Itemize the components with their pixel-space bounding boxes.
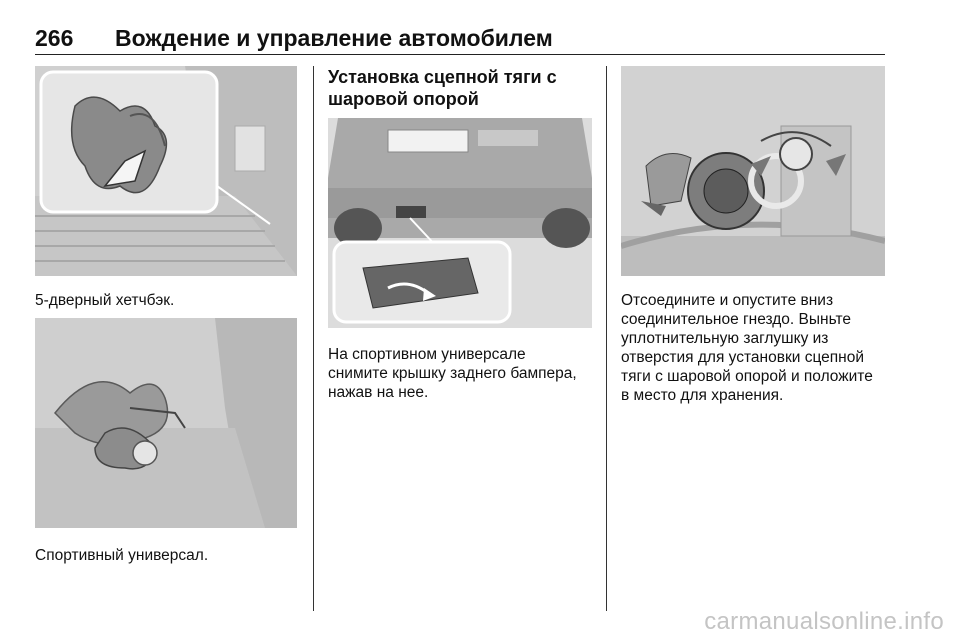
bumper-instruction-text [328,345,598,402]
socket-instruction-line: отверстия для установки сцепной [621,349,865,366]
bumper-instruction-line: снимите крышку заднего бампера, [328,365,577,382]
section-title: Вождение и управление автомобилем [115,25,553,51]
bumper-instruction-line: нажав на нее. [328,384,429,401]
socket-instruction-line: Отсоедините и опустите вниз [621,292,834,309]
section-subheading-line-2: шаровой опорой [328,89,479,109]
watermark: carmanualsonline.info [704,608,944,635]
page-number: 266 [35,25,74,51]
socket-instruction-line: тяги с шаровой опорой и положите [621,368,873,385]
socket-instruction-line: в место для хранения. [621,387,784,404]
sports-tourer-trunk-illustration [35,318,297,528]
column-divider-1 [313,66,314,611]
page-header [35,24,885,52]
hatchback-trunk-illustration [35,66,297,276]
rear-bumper-cover-illustration [328,118,592,328]
tow-socket-illustration [621,66,885,276]
header-rule [35,54,885,55]
figure-1-caption: 5-дверный хетчбэк. [35,292,175,309]
bumper-instruction-line: На спортивном универсале [328,346,526,363]
socket-instruction-text [621,291,911,405]
section-subheading-line-1: Установка сцепной тяги с [328,67,557,87]
socket-instruction-line: соединительное гнездо. Выньте [621,311,851,328]
socket-instruction-line: уплотнительную заглушку из [621,330,829,347]
column-divider-2 [606,66,607,611]
figure-2-caption: Спортивный универсал. [35,547,209,564]
